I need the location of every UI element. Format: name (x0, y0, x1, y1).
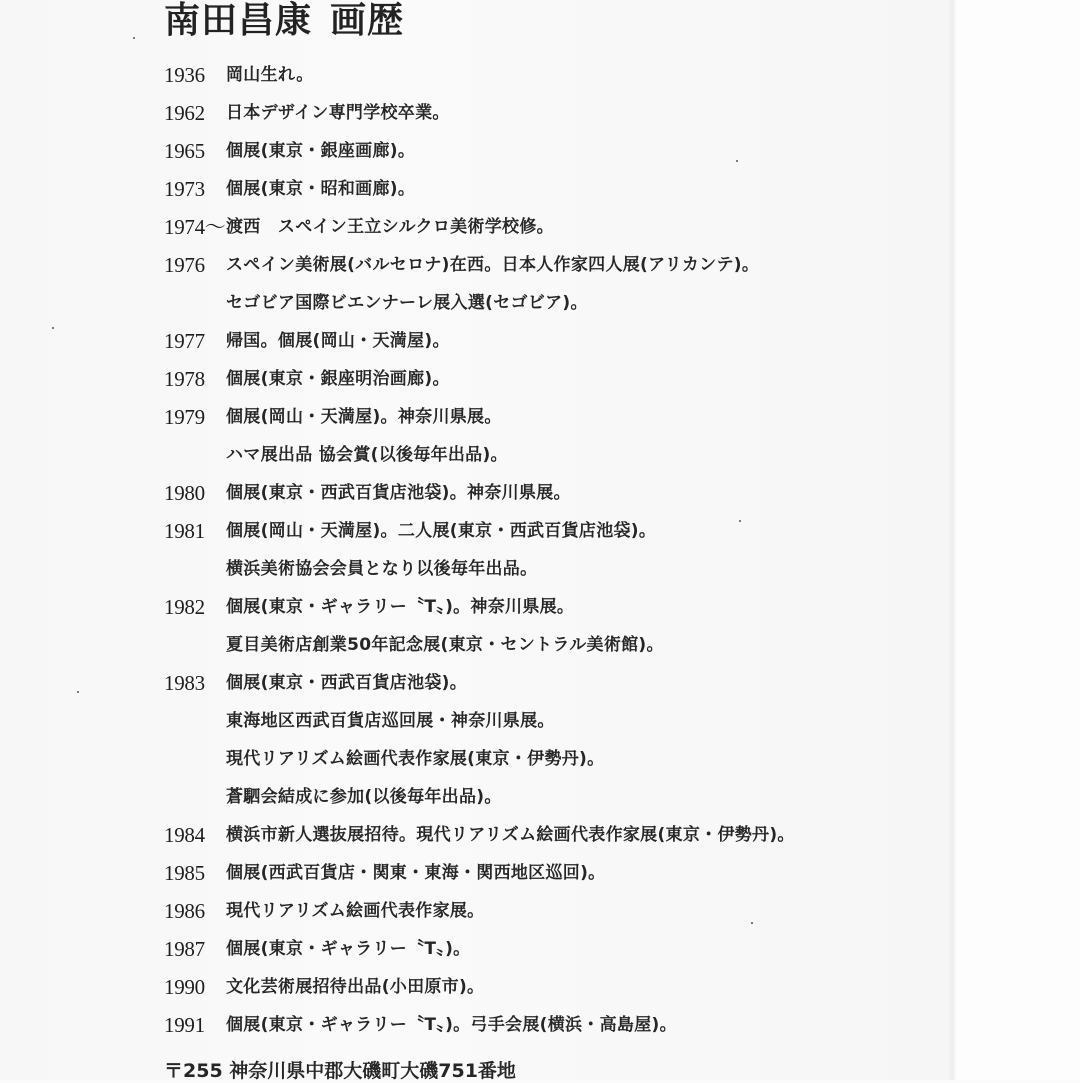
history-entry-continuation (164, 284, 924, 322)
history-entry (164, 474, 924, 512)
entry-year: 1973 (164, 177, 205, 201)
entry-year: 1983 (164, 671, 205, 695)
history-entry (164, 208, 924, 246)
page-fold-shadow (948, 0, 956, 1080)
history-entry-continuation (164, 778, 924, 816)
history-entry-continuation (164, 702, 924, 740)
entry-text: 個展(東京・ギャラリー〝T〟)。 (226, 939, 471, 959)
title-suffix: 画歴 (330, 0, 405, 41)
entry-year: 1962 (164, 101, 205, 125)
history-entry (164, 930, 924, 968)
entry-text: 岡山生れ。 (226, 65, 314, 85)
entry-text: 夏目美術店創業50年記念展(東京・セントラル美術館)。 (226, 635, 664, 655)
entry-year: 1990 (164, 975, 205, 999)
entry-text: 個展(岡山・天満屋)。二人展(東京・西武百貨店池袋)。 (226, 521, 657, 541)
entry-text: 渡西 スペイン王立シルクロ美術学校修。 (226, 217, 554, 237)
history-entry (164, 132, 924, 170)
history-entry (164, 892, 924, 930)
entry-year: 1980 (164, 481, 205, 505)
entry-text: 帰国。個展(岡山・天満屋)。 (226, 331, 450, 351)
entry-text: 個展(東京・銀座画廊)。 (226, 141, 416, 161)
entry-text: 横浜市新人選抜展招待。現代リアリズム絵画代表作家展(東京・伊勢丹)。 (226, 825, 795, 845)
entry-text: 個展(東京・銀座明治画廊)。 (226, 369, 450, 389)
entry-year: 1987 (164, 937, 205, 961)
entry-text: 個展(東京・ギャラリー〝T〟)。神奈川県展。 (226, 597, 575, 617)
artist-name: 南田昌康 (164, 0, 313, 41)
entry-year: 1991 (164, 1013, 205, 1037)
history-entry (164, 398, 924, 436)
entry-year: 1984 (164, 823, 205, 847)
history-entry (164, 854, 924, 892)
history-entry (164, 360, 924, 398)
address-line: 〒255 神奈川県中郡大磯町大磯751番地 (164, 1060, 516, 1082)
history-entry-continuation (164, 740, 924, 778)
history-entry-continuation (164, 550, 924, 588)
history-entry (164, 94, 924, 132)
entry-year: 1986 (164, 899, 205, 923)
history-entry (164, 56, 924, 94)
entry-year: 1965 (164, 139, 205, 163)
history-entry (164, 246, 924, 284)
scan-speck (736, 160, 738, 162)
entry-text: 現代リアリズム絵画代表作家展(東京・伊勢丹)。 (226, 749, 605, 769)
entry-text: セゴビア国際ビエンナーレ展入選(セゴビア)。 (226, 293, 588, 313)
history-entry (164, 968, 924, 1006)
entry-text: 個展(岡山・天満屋)。神奈川県展。 (226, 407, 502, 427)
entry-year: 1978 (164, 367, 205, 391)
entry-year: 1981 (164, 519, 205, 543)
entry-year: 1982 (164, 595, 205, 619)
history-entry (164, 1006, 924, 1044)
career-history-list (164, 56, 924, 1044)
entry-text: 個展(東京・ギャラリー〝T〟)。弓手会展(横浜・高島屋)。 (226, 1015, 677, 1035)
history-entry (164, 512, 924, 550)
entry-text: 個展(東京・西武百貨店池袋)。神奈川県展。 (226, 483, 571, 503)
history-entry-continuation (164, 626, 924, 664)
entry-text: ハマ展出品 協会賞(以後毎年出品)。 (226, 445, 508, 465)
entry-text: 日本デザイン専門学校卒業。 (226, 103, 450, 123)
history-entry-continuation (164, 436, 924, 474)
entry-year: 1974～ (164, 215, 226, 239)
scan-speck (739, 520, 741, 522)
scan-speck (751, 922, 753, 924)
entry-text: 東海地区西武百貨店巡回展・神奈川県展。 (226, 711, 555, 731)
entry-text: 蒼駟会結成に参加(以後毎年出品)。 (226, 787, 502, 807)
entry-text: 個展(東京・西武百貨店池袋)。 (226, 673, 468, 693)
entry-text: 個展(東京・昭和画廊)。 (226, 179, 416, 199)
page-title (164, 0, 404, 43)
entry-text: 現代リアリズム絵画代表作家展。 (226, 901, 485, 921)
history-entry (164, 664, 924, 702)
history-entry (164, 588, 924, 626)
scanned-page-right (956, 0, 1080, 1080)
entry-year: 1979 (164, 405, 205, 429)
entry-year: 1985 (164, 861, 205, 885)
history-entry (164, 322, 924, 360)
scan-speck (52, 327, 54, 329)
entry-year: 1976 (164, 253, 205, 277)
entry-year: 1936 (164, 63, 205, 87)
scan-speck (77, 691, 79, 693)
entry-text: スペイン美術展(バルセロナ)在西。日本人作家四人展(アリカンテ)。 (226, 255, 760, 275)
entry-text: 文化芸術展招待出品(小田原市)。 (226, 977, 485, 997)
entry-year: 1977 (164, 329, 205, 353)
entry-text: 横浜美術協会会員となり以後毎年出品。 (226, 559, 538, 579)
scan-speck (133, 37, 135, 39)
history-entry (164, 170, 924, 208)
history-entry (164, 816, 924, 854)
entry-text: 個展(西武百貨店・関東・東海・関西地区巡回)。 (226, 863, 606, 883)
